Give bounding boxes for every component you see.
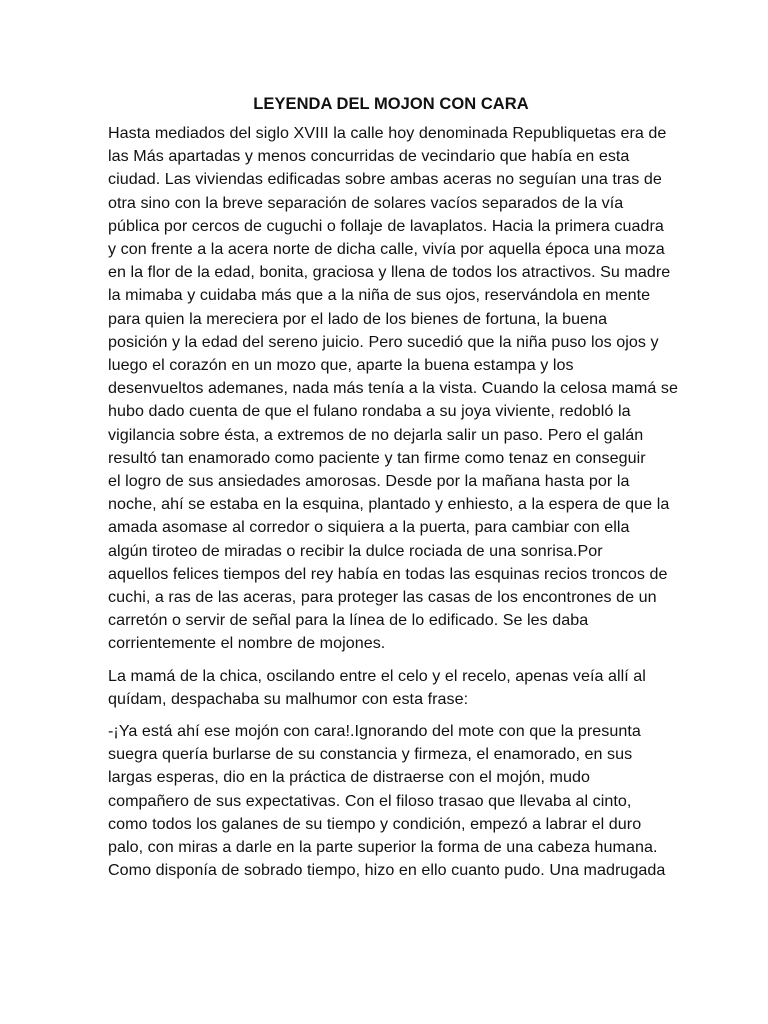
paragraph-line: largas esperas, dio en la práctica de distraerse con el mojón, mudo [108,768,590,787]
paragraph-line: las Más apartadas y menos concurridas de vecindario que había en esta [108,147,630,166]
paragraph-line: posición y la edad del sereno juicio. Pero sucedió que la niña puso los ojos y [108,332,659,351]
paragraph-line: para quien la mereciera por el lado de los bienes de fortuna, la buena [108,309,608,328]
document-title: LEYENDA DEL MOJON CON CARA [253,95,529,113]
paragraph [108,665,674,711]
paragraph-line: y con frente a la acera norte de dicha calle, vivía por aquella época una moza [108,240,665,259]
paragraph-line: otra sino con la breve separación de solares vacíos separados de la vía [108,193,624,212]
paragraph-line: cuchi, a ras de las aceras, para proteger las casas de los encontrones de un [108,588,657,607]
paragraph [108,122,678,656]
paragraph-line: aquellos felices tiempos del rey había en todas las esquinas recios troncos de [108,564,668,583]
paragraph [108,720,674,882]
paragraph-line: en la flor de la edad, bonita, graciosa y llena de todos los atractivos. Su madre [108,263,671,282]
paragraph-line: suegra quería burlarse de su constancia y firmeza, el enamorado, en sus [108,745,633,764]
paragraph-line: -¡Ya está ahí ese mojón con cara!.Ignorando del mote con que la presunta [108,722,641,741]
paragraph-line: resultó tan enamorado como paciente y tan firme como tenaz en conseguir [108,448,646,467]
paragraph-line: pública por cercos de cuguchi o follaje de lavaplatos. Hacia la primera cuadra [108,216,664,235]
paragraph-line: palo, con miras a darle en la parte superior la forma de una cabeza humana. [108,838,658,857]
paragraph-line: La mamá de la chica, oscilando entre el celo y el recelo, apenas veía allí al [108,666,646,685]
paragraph-line: Hasta mediados del siglo XVIII la calle hoy denominada Republiquetas era de [108,124,667,142]
paragraph-line: carretón o servir de señal para la línea de lo edificado. Se les daba [108,611,589,630]
paragraph-line: corrientemente el nombre de mojones. [108,634,386,653]
paragraph-line: Como disponía de sobrado tiempo, hizo en ello cuanto pudo. Una madrugada [108,861,666,880]
paragraph-line: algún tiroteo de miradas o recibir la dulce rociada de una sonrisa.Por [108,541,603,560]
paragraph-line: desenvueltos ademanes, nada más tenía a la vista. Cuando la celosa mamá se [108,379,678,398]
paragraph-line: vigilancia sobre ésta, a extremos de no dejarla salir un paso. Pero el galán [108,425,644,444]
paragraph-line: hubo dado cuenta de que el fulano rondaba a su joya viviente, redobló la [108,402,631,421]
paragraph-line: compañero de sus expectativas. Con el filoso trasao que llevaba al cinto, [108,791,632,810]
paragraph-line: amada asomase al corredor o siquiera a la puerta, para cambiar con ella [108,518,630,537]
document-body [108,93,678,892]
paragraph-line: noche, ahí se estaba en la esquina, plantado y enhiesto, a la espera de que la [108,495,670,514]
paragraph-line: la mimaba y cuidaba más que a la niña de sus ojos, reservándola en mente [108,286,651,305]
paragraph-line: ciudad. Las viviendas edificadas sobre ambas aceras no seguían una tras de [108,170,662,189]
paragraph-line: el logro de sus ansiedades amorosas. Desde por la mañana hasta por la [108,472,630,491]
paragraph-line: como todos los galanes de su tiempo y condición, empezó a labrar el duro [108,814,642,833]
paragraph-line: quídam, despachaba su malhumor con esta frase: [108,689,469,708]
paragraphs-container [108,122,678,883]
paragraph-line: luego el corazón en un mozo que, aparte la buena estampa y los [108,356,574,375]
